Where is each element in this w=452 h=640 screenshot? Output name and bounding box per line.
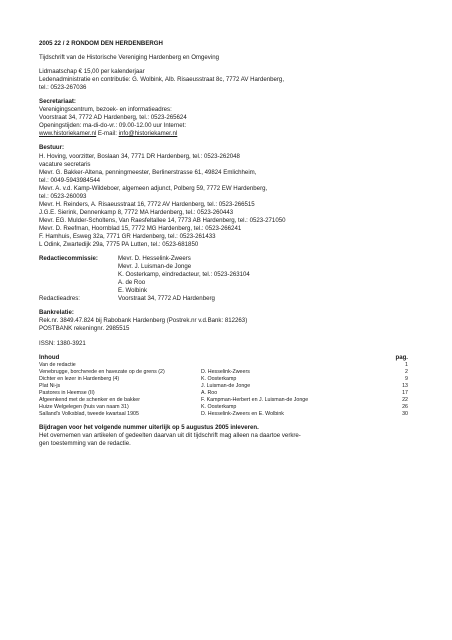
bank-heading: Bankrelatie: bbox=[39, 309, 74, 317]
toc-page: 13 bbox=[402, 382, 408, 389]
secretariat-block bbox=[39, 98, 429, 138]
toc-author: K. Oosterkamp bbox=[201, 375, 237, 382]
bank-block bbox=[39, 309, 429, 333]
toc-row bbox=[39, 383, 408, 390]
toc-row bbox=[39, 404, 408, 411]
editorial-member: Mevr. D. Hesselink-Zweers bbox=[118, 255, 191, 263]
toc-title: Dichter en lezer in Hardenberg (4) bbox=[39, 375, 120, 382]
editorial-member: Mevr. J. Luisman-de Jonge bbox=[118, 263, 192, 271]
secretariat-line: Openingstijden: ma-di-do-vr.: 09.00-12.00 uur Internet: bbox=[39, 122, 187, 130]
editorial-member: K. Oosterkamp, eindredacteur, tel.: 0523-263104 bbox=[118, 271, 250, 279]
toc-page: 2 bbox=[405, 368, 408, 375]
toc-title: Venebrugge, borchvrede en havezate op de grens (2) bbox=[39, 368, 165, 375]
website-link[interactable]: www.historiekamer.nl bbox=[39, 130, 97, 138]
toc-page: 17 bbox=[402, 389, 408, 396]
copyright-line: Het overnemen van artikelen of gedeelten daarvan uit dit tijdschrift mag alleen na daartoe verkre- bbox=[39, 432, 301, 440]
toc-title: Afgeenkend met de schenker en de bakker bbox=[39, 397, 141, 404]
board-line: F. Hamhuis, Esweg 32a, 7771 GR Hardenberg, tel.: 0523-261433 bbox=[39, 232, 216, 240]
toc-page: 1 bbox=[405, 361, 408, 368]
toc-title: Plat Ni-js bbox=[39, 382, 61, 389]
toc-title: Pastores in Heemse (II) bbox=[39, 389, 95, 396]
toc-row bbox=[39, 362, 408, 369]
copyright-line: gen toestemming van de redactie. bbox=[39, 440, 131, 448]
table-of-contents bbox=[39, 354, 429, 419]
editorial-heading: Redactiecommissie: bbox=[39, 255, 98, 263]
board-heading: Bestuur: bbox=[39, 144, 65, 152]
membership-line: Ledenadministratie en contributie: G. Wolbink, Alb. Risaeusstraat 8c, 7772 AV Hardenberg, bbox=[39, 76, 285, 84]
editorial-address: Voorstraat 34, 7772 AD Hardenberg bbox=[118, 295, 215, 303]
colophon-page bbox=[39, 40, 429, 448]
toc-row bbox=[39, 390, 408, 397]
toc-title: Huize Welgelegen (huis van naam 31) bbox=[39, 404, 129, 411]
board-line: tel.: 0523-260093 bbox=[39, 192, 87, 200]
journal-title: 2005 22 / 2 RONDOM DEN HERDENBERGH bbox=[39, 40, 163, 47]
board-line: H. Hoving, voorzitter, Boslaan 34, 7771 DR Hardenberg, tel.: 0523-262048 bbox=[39, 152, 240, 160]
toc-heading: Inhoud bbox=[39, 353, 60, 361]
toc-author: J. Luisman-de Jonge bbox=[201, 382, 251, 389]
toc-row bbox=[39, 397, 408, 404]
editorial-member: E. Wolbink bbox=[118, 287, 148, 295]
secretariat-line: Verenigingscentrum, bezoek- en informatieadres: bbox=[39, 106, 172, 114]
email-label: E-mail: bbox=[96, 130, 119, 138]
toc-author: K. Oosterkamp bbox=[201, 404, 237, 411]
toc-page: 26 bbox=[402, 404, 408, 411]
toc-author: D. Hesselink-Zweers en E. Wolbink bbox=[201, 411, 284, 418]
toc-page: 9 bbox=[405, 375, 408, 382]
toc-author: F. Kampman-Herbert en J. Luisman-de Jonge bbox=[201, 397, 309, 404]
secretariat-heading: Secretariaat: bbox=[39, 98, 76, 106]
journal-subtitle: Tijdschrift van de Historische Vereniging Hardenberg en Omgeving bbox=[39, 54, 219, 62]
secretariat-line: Voorstraat 34, 7772 AD Hardenberg, tel.: 0523-265624 bbox=[39, 114, 187, 122]
deadline-notice: Bijdragen voor het volgende nummer uiterlijk op 5 augustus 2005 inleveren. bbox=[39, 424, 259, 432]
toc-title: Van de redactie bbox=[39, 361, 76, 368]
email-link[interactable]: info@historiekamer.nl bbox=[118, 130, 178, 138]
toc-author: A. Roo bbox=[201, 389, 218, 396]
toc-author bbox=[201, 362, 391, 369]
board-line: J.G.E. Sierink, Dennenkamp 8, 7772 MA Hardenberg, tel.: 0523-260443 bbox=[39, 208, 234, 216]
board-line: L Odink, Zwartedijk 29a, 7775 PA Lutten, tel.: 0523-681850 bbox=[39, 241, 199, 249]
toc-title: Salland's Volksblad, tweede kwartaal 1905 bbox=[39, 411, 139, 418]
membership-line: tel.: 0523-267036 bbox=[39, 84, 87, 92]
toc-row bbox=[39, 369, 408, 376]
editorial-address-label: Redactieadres: bbox=[39, 295, 80, 303]
toc-page-heading: pag. bbox=[395, 353, 408, 361]
contact-line bbox=[39, 130, 429, 138]
board-line: Mevr. A. v.d. Kamp-Wildeboer, algemeen adjunct, Polberg 59, 7772 EW Hardenberg, bbox=[39, 184, 268, 192]
membership-block bbox=[39, 68, 429, 92]
board-block bbox=[39, 144, 429, 249]
toc-author: D. Hesselink-Zweers bbox=[201, 368, 250, 375]
issn: ISSN: 1380-3921 bbox=[39, 339, 86, 347]
toc-page: 30 bbox=[402, 411, 408, 418]
board-line: vacature secretaris bbox=[39, 160, 91, 168]
board-line: Mevr. EG. Mulder-Scholtens, Van Raesfeltallee 14, 7773 AB Hardenberg, tel.: 0523-271050 bbox=[39, 216, 286, 224]
toc-row bbox=[39, 411, 408, 418]
board-line: Mevr. D. Reefman, Hoornblad 15, 7772 MG Hardenberg, tel.: 0523-266241 bbox=[39, 224, 242, 232]
editorial-member: A. de Roo bbox=[118, 279, 146, 287]
board-line: Mevr. G. Bakker-Altena, penningmeester, Berlinerstrasse 61, 49824 Emlichheim, bbox=[39, 168, 257, 176]
membership-line: Lidmaatschap € 15,00 per kalenderjaar bbox=[39, 68, 145, 76]
bank-line: POSTBANK rekeningnr. 2985515 bbox=[39, 325, 130, 333]
board-line: tel.: 0049-5943984544 bbox=[39, 176, 100, 184]
toc-page: 22 bbox=[402, 397, 408, 404]
board-line: Mevr. H. Reinders, A. Risaeusstraat 16, 7772 AV Hardenberg, tel.: 0523-266515 bbox=[39, 200, 255, 208]
bank-line: Rek.nr. 3849.47.824 bij Rabobank Hardenberg (Postrek.nr v.d.Bank: 812263) bbox=[39, 317, 248, 325]
editorial-block bbox=[39, 255, 429, 303]
toc-row bbox=[39, 376, 408, 383]
